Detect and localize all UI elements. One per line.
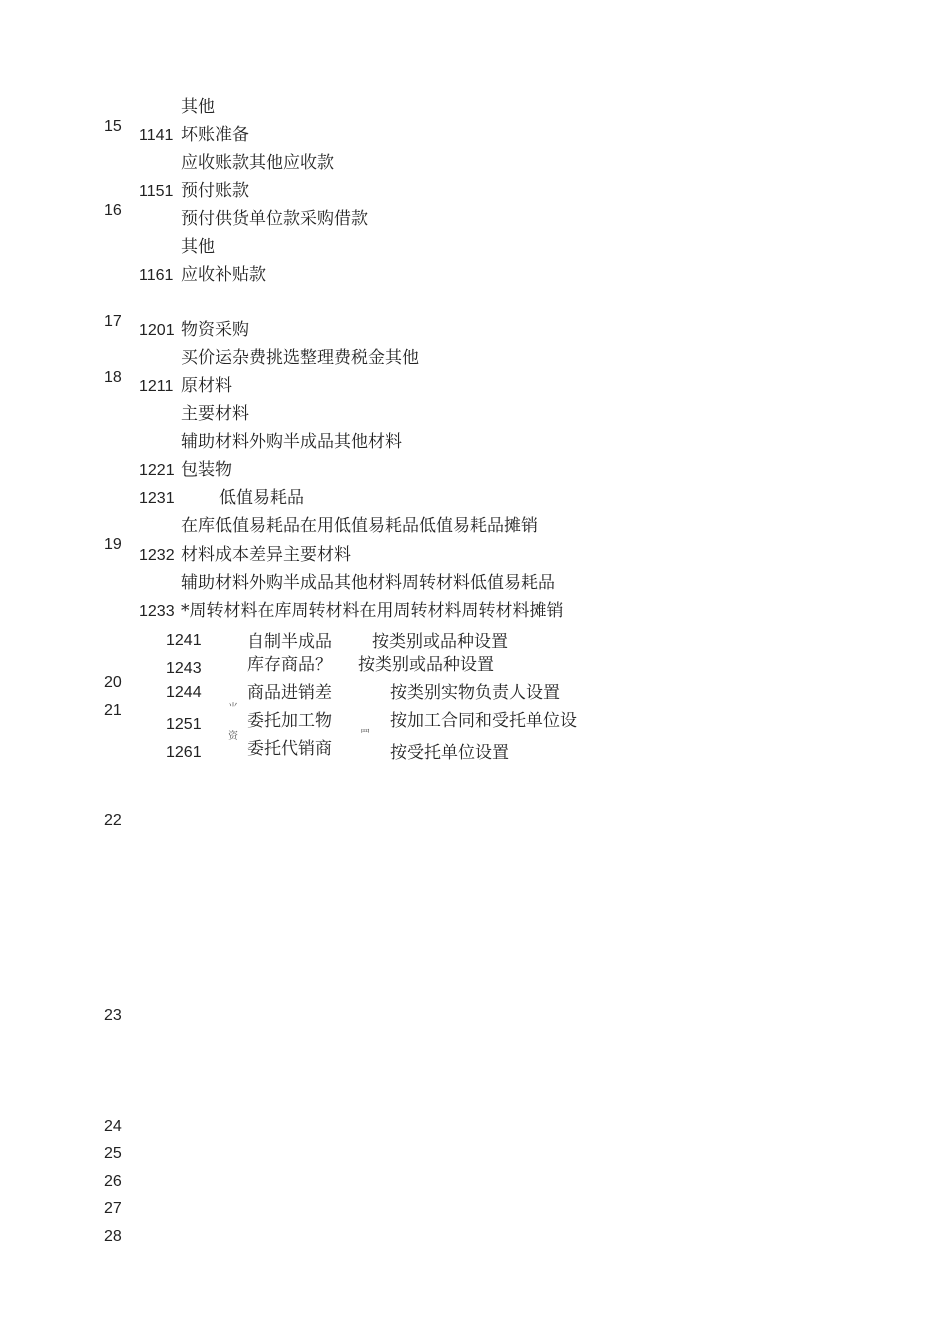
account-name: 买价运杂费挑选整理费税金其他 — [181, 348, 419, 368]
row-number: 20 — [104, 674, 122, 691]
sub-account-setting: 按类别或品种设置 — [358, 655, 494, 675]
bracket-mark: 罒 — [360, 729, 370, 740]
account-name: 物资采购 — [181, 320, 249, 340]
sub-account-name: 商品进销差 — [247, 683, 332, 703]
account-name: 在库低值易耗品在用低值易耗品低值易耗品摊销 — [181, 516, 538, 536]
row-number: 23 — [104, 1007, 122, 1024]
sub-account-code: 1261 — [166, 744, 202, 761]
account-code: 1231 — [139, 490, 175, 507]
row-number: 24 — [104, 1118, 122, 1135]
row-number: 22 — [104, 812, 122, 829]
sub-account-name: 自制半成品 — [247, 632, 332, 652]
bracket-mark: ⺌ — [228, 703, 238, 714]
sub-account-code: 1244 — [166, 684, 202, 701]
row-number: 26 — [104, 1173, 122, 1190]
account-name: 原材料 — [181, 376, 232, 396]
account-name: 辅助材料外购半成品其他材料周转材料低值易耗品 — [181, 573, 555, 593]
row-number: 15 — [104, 118, 122, 135]
sub-account-name: 委托加工物 — [247, 711, 332, 731]
account-code: 1211 — [139, 378, 174, 395]
row-number: 21 — [104, 702, 122, 719]
row-number: 25 — [104, 1145, 122, 1162]
account-code: 1201 — [139, 322, 175, 339]
account-code: 1233 — [139, 603, 175, 620]
row-number: 19 — [104, 536, 122, 553]
row-number: 28 — [104, 1228, 122, 1245]
account-name: *周转材料在库周转材料在用周转材料周转材料摊销 — [181, 601, 564, 621]
row-number: 16 — [104, 202, 122, 219]
account-code: 1141 — [139, 127, 174, 144]
sub-account-setting: 按类别或品种设置 — [372, 632, 508, 652]
account-code: 1151 — [139, 183, 174, 200]
account-name: 坏账准备 — [181, 125, 249, 145]
sub-account-code: 1243 — [166, 660, 202, 677]
sub-account-setting: 按受托单位设置 — [390, 743, 509, 763]
sub-account-code: 1241 — [166, 632, 202, 649]
sub-account-name: 库存商品？ — [247, 655, 332, 675]
bracket-mark: 资 — [228, 731, 238, 742]
account-name: 应收账款其他应收款 — [181, 153, 334, 173]
sub-account-code: 1251 — [166, 716, 202, 733]
account-name: 其他 — [181, 97, 215, 117]
row-number: 27 — [104, 1200, 122, 1217]
account-name: 辅助材料外购半成品其他材料 — [181, 432, 402, 452]
account-name: 低值易耗品 — [219, 488, 304, 508]
sub-account-setting: 按加工合同和受托单位设 — [390, 711, 577, 731]
row-number: 17 — [104, 313, 122, 330]
account-name: 包装物 — [181, 460, 232, 480]
account-code: 1232 — [139, 547, 175, 564]
sub-account-setting: 按类别实物负责人设置 — [390, 683, 560, 703]
account-name: 应收补贴款 — [181, 265, 266, 285]
row-number: 18 — [104, 369, 122, 386]
account-name: 主要材料 — [181, 404, 249, 424]
account-name: 其他 — [181, 237, 215, 257]
account-code: 1221 — [139, 462, 175, 479]
account-code: 1161 — [139, 267, 174, 284]
account-name: 预付供货单位款采购借款 — [181, 209, 368, 229]
sub-account-name: 委托代销商 — [247, 739, 332, 759]
account-name: 材料成本差异主要材料 — [181, 545, 351, 565]
account-name: 预付账款 — [181, 181, 249, 201]
